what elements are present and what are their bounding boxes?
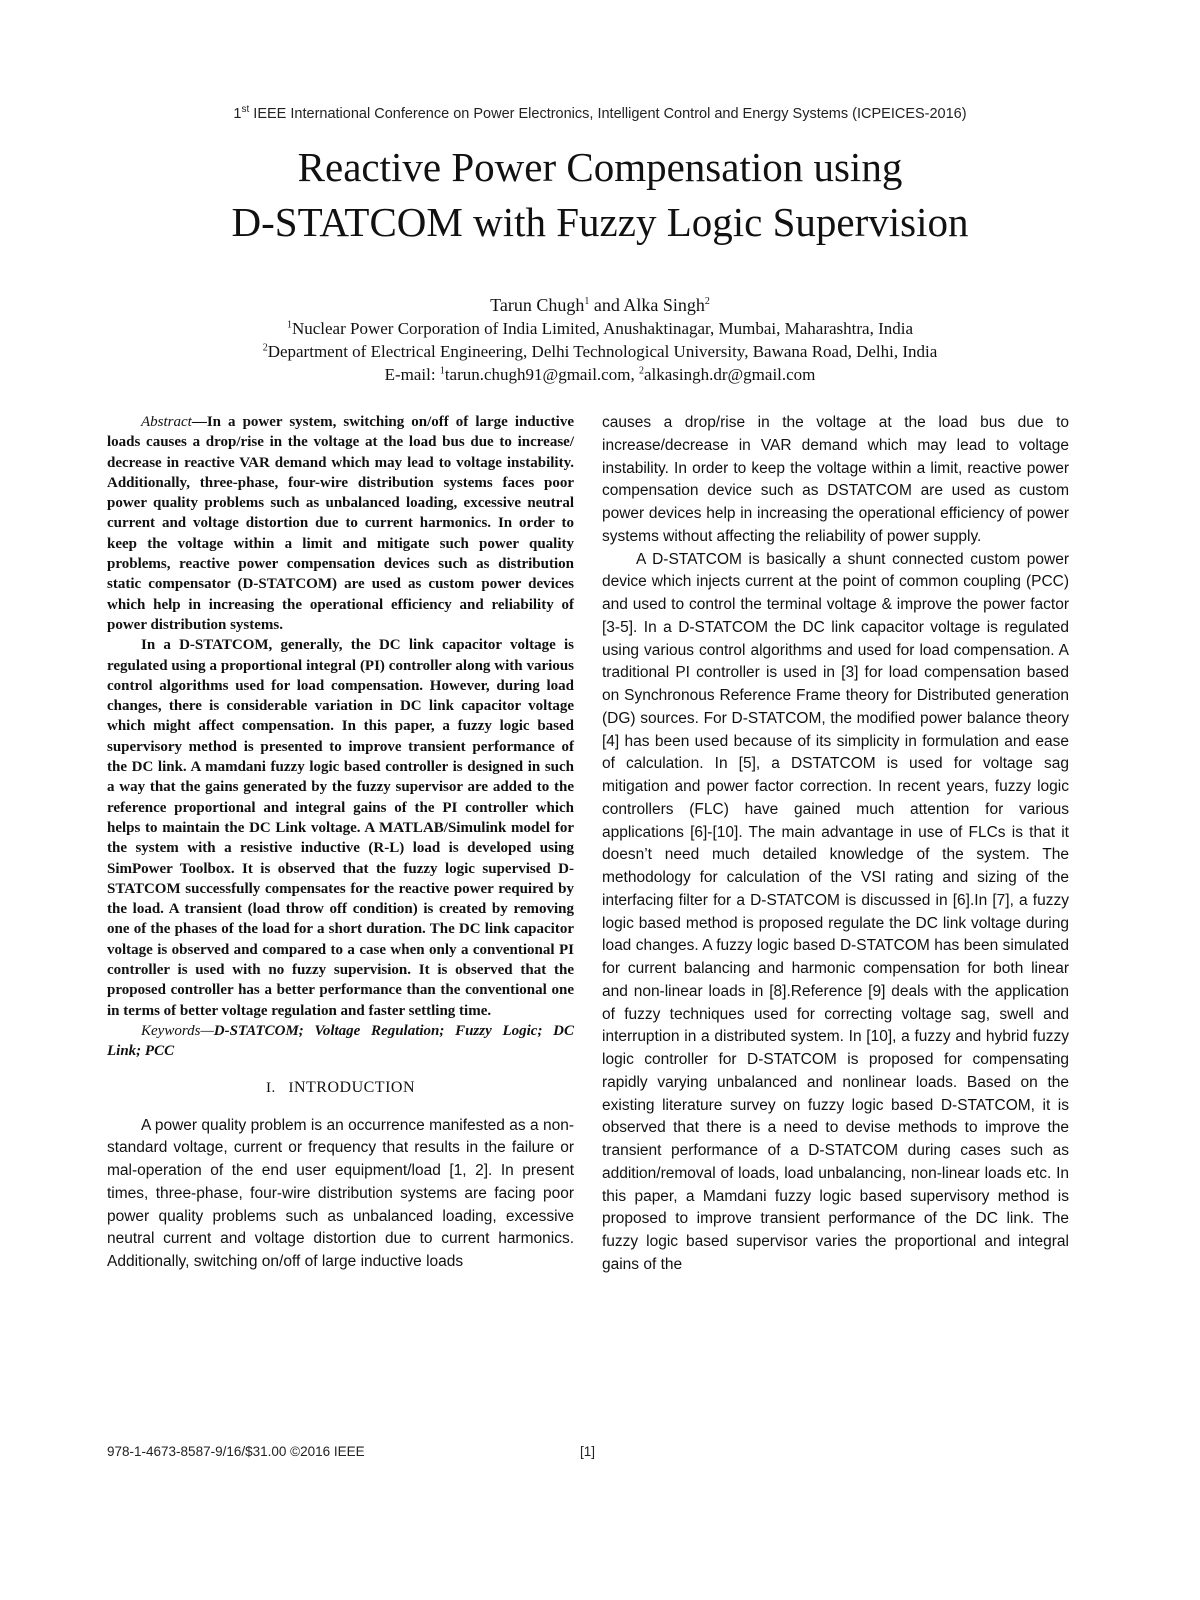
right-column [602, 412, 1069, 1277]
keywords-lead: Keywords— [141, 1022, 214, 1039]
email-1[interactable]: tarun.chugh91@gmail.com, [444, 365, 639, 384]
email-1-mark: 1 [439, 365, 445, 377]
section-title-rest: NTRODUCTION [293, 1078, 416, 1096]
intro-paragraph-2: A D-STATCOM is basically a shunt connected custom power device which injects current at the point of common coupling (PCC) and used to control the terminal voltage & improve the power factor [3-5]. In a D-STATCOM the DC link capacitor voltage is regulated using various control algorithms and used for load compensation. A traditional PI controller is used in [3] for load compensation based on Synchronous Reference Frame theory for Distributed generation (DG) sources. For D-STATCOM, the modified power balance theory [4] has been used because of its simplicity in formulation and ease of calculation. In [5], a DSTATCOM is used for voltage sag mitigation and power factor correction. In recent years, fuzzy logic controllers (FLC) have gained much attention for various applications [6]-[10]. The main advantage in use of FLCs is that it doesn’t need much detailed knowledge of the system. The methodology for calculation of the VSI rating and sizing of the interfacing filter for a D-STATCOM is discussed in [6].In [7], a fuzzy logic based method is proposed regulate the DC link voltage during load changes. A fuzzy logic based D-STATCOM has been simulated for current balancing and harmonic compensation for both linear and non-linear loads in [8].Reference [9] deals with the application of fuzzy techniques used for correcting voltage sag, swell and interruption in a distributed system. In [10], a fuzzy and hybrid fuzzy logic controller for D-STATCOM is proposed for compensating rapidly varying unbalanced and nonlinear loads. Based on the existing literature survey on fuzzy logic based D-STATCOM, it is observed that there is a need to devise methods to improve the transient performance of a D-STATCOM during cases such as addition/removal of loads, load unbalancing, non-linear loads etc. In this paper, a Mamdani fuzzy logic based supervisory method is proposed to improve transient performance of the DC link. The fuzzy logic based supervisor varies the proportional and integral gains of the [602, 550, 1069, 1273]
abstract-paragraph-1 [107, 412, 574, 635]
affiliation-1-mark: 1 [286, 319, 292, 331]
affiliation-2 [0, 341, 1200, 363]
footer-page-number: [1] [580, 1444, 596, 1459]
affiliation-1 [0, 318, 1200, 340]
abstract-text-1: —In a power system, switching on/off of large inductive loads causes a drop/rise in the voltage at the load bus due to increase/ decrease in reactive VAR demand which may lead to voltage instability. Additionally, three-phase, four-wire distribution systems faces poor power quality problems such as unbalanced loading, excessive neutral current and voltage distortion due to current harmonics. In order to keep the voltage within a limit and mitigate such power quality problems, reactive power compensation devices such as distribution static compensator (D-STATCOM) are used as custom power devices which help in increasing the operational efficiency and reliability of power distribution systems. [107, 414, 574, 633]
abstract-lead: Abstract [141, 414, 192, 430]
conference-header [0, 106, 1200, 122]
section-heading-introduction [107, 1079, 574, 1097]
conference-ordinal: st [241, 104, 250, 116]
section-initial: I [288, 1079, 294, 1096]
author-1: Tarun Chugh [490, 295, 585, 315]
title-line-2: D-STATCOM with Fuzzy Logic Supervision [231, 199, 969, 245]
keywords [107, 1021, 574, 1062]
conference-name: IEEE International Conference on Power Electronics, Intelligent Control and Energy Systems (ICPEICES-2016) [249, 106, 967, 122]
abstract-paragraph-2: In a D-STATCOM, generally, the DC link capacitor voltage is regulated using a proportional integral (PI) controller along with various control algorithms used for load compensation. However, during load changes, there is considerable variation in DC link capacitor voltage which might affect compensation. In this paper, a fuzzy logic based supervisory method is presented to improve transient performance of the DC link. A mamdani fuzzy logic based controller is designed in such a way that the gains generated by the fuzzy supervisor are added to the reference proportional and integral gains of the PI controller which helps to maintain the DC Link voltage. A MATLAB/Simulink model for the system with a resistive inductive (R-L) load is developed using SimPower Toolbox. It is observed that the fuzzy logic supervised D-STATCOM successfully compensates for the reactive power required by the load. A transient (load throw off condition) is created by removing one of the phases of the load for a short duration. The DC link capacitor voltage is observed and compared to a case when only a conventional PI controller is used with no fuzzy supervision. It is observed that the proposed controller has a better performance than the conventional one in terms of better voltage regulation and faster settling time. [107, 637, 574, 1019]
email-2-mark: 2 [638, 365, 644, 377]
author-2-mark: 2 [704, 296, 710, 307]
intro-paragraph-1: A power quality problem is an occurrence manifested as a non-standard voltage, current or frequency that results in the failure or mal-operation of the end user equipment/load [1, 2]. In present times, three-phase, four-wire distribution systems are facing poor power quality problems such as unbalanced loading, excessive neutral current and voltage distortion due to current harmonics. Additionally, switching on/off of large inductive loads [107, 1116, 574, 1270]
author-2: Alka Singh [623, 295, 705, 315]
author-1-mark: 1 [584, 296, 590, 307]
author-conjunction: and [589, 295, 624, 315]
left-column [107, 412, 574, 1274]
conference-number: 1 [233, 106, 242, 122]
email-label: E-mail: [384, 365, 440, 384]
intro-paragraph-1-continued: causes a drop/rise in the voltage at the load bus due to increase/decrease in VAR demand which may lead to voltage instability. In order to keep the voltage within a limit, reactive power compensation device such as DSTATCOM are used as custom power devices help in increasing the operational efficiency of power systems without affecting the reliability of power supply. [602, 414, 1069, 545]
email-2[interactable]: alkasingh.dr@gmail.com [643, 365, 816, 384]
author-line [0, 293, 1200, 317]
affiliation-2-text: Department of Electrical Engineering, Delhi Technological University, Bawana Road, Delhi, India [267, 342, 938, 361]
paper-title [0, 140, 1200, 250]
email-line [0, 364, 1200, 386]
section-number: I. [265, 1079, 276, 1096]
footer-copyright: 978-1-4673-8587-9/16/$31.00 ©2016 IEEE [107, 1444, 365, 1459]
affiliation-2-mark: 2 [262, 342, 268, 354]
title-line-1: Reactive Power Compensation using [297, 144, 903, 190]
affiliation-1-text: Nuclear Power Corporation of India Limited, Anushaktinagar, Mumbai, Maharashtra, India [291, 319, 914, 338]
keywords-text: D-STATCOM; Voltage Regulation; Fuzzy Logic; DC Link; PCC [107, 1022, 574, 1060]
